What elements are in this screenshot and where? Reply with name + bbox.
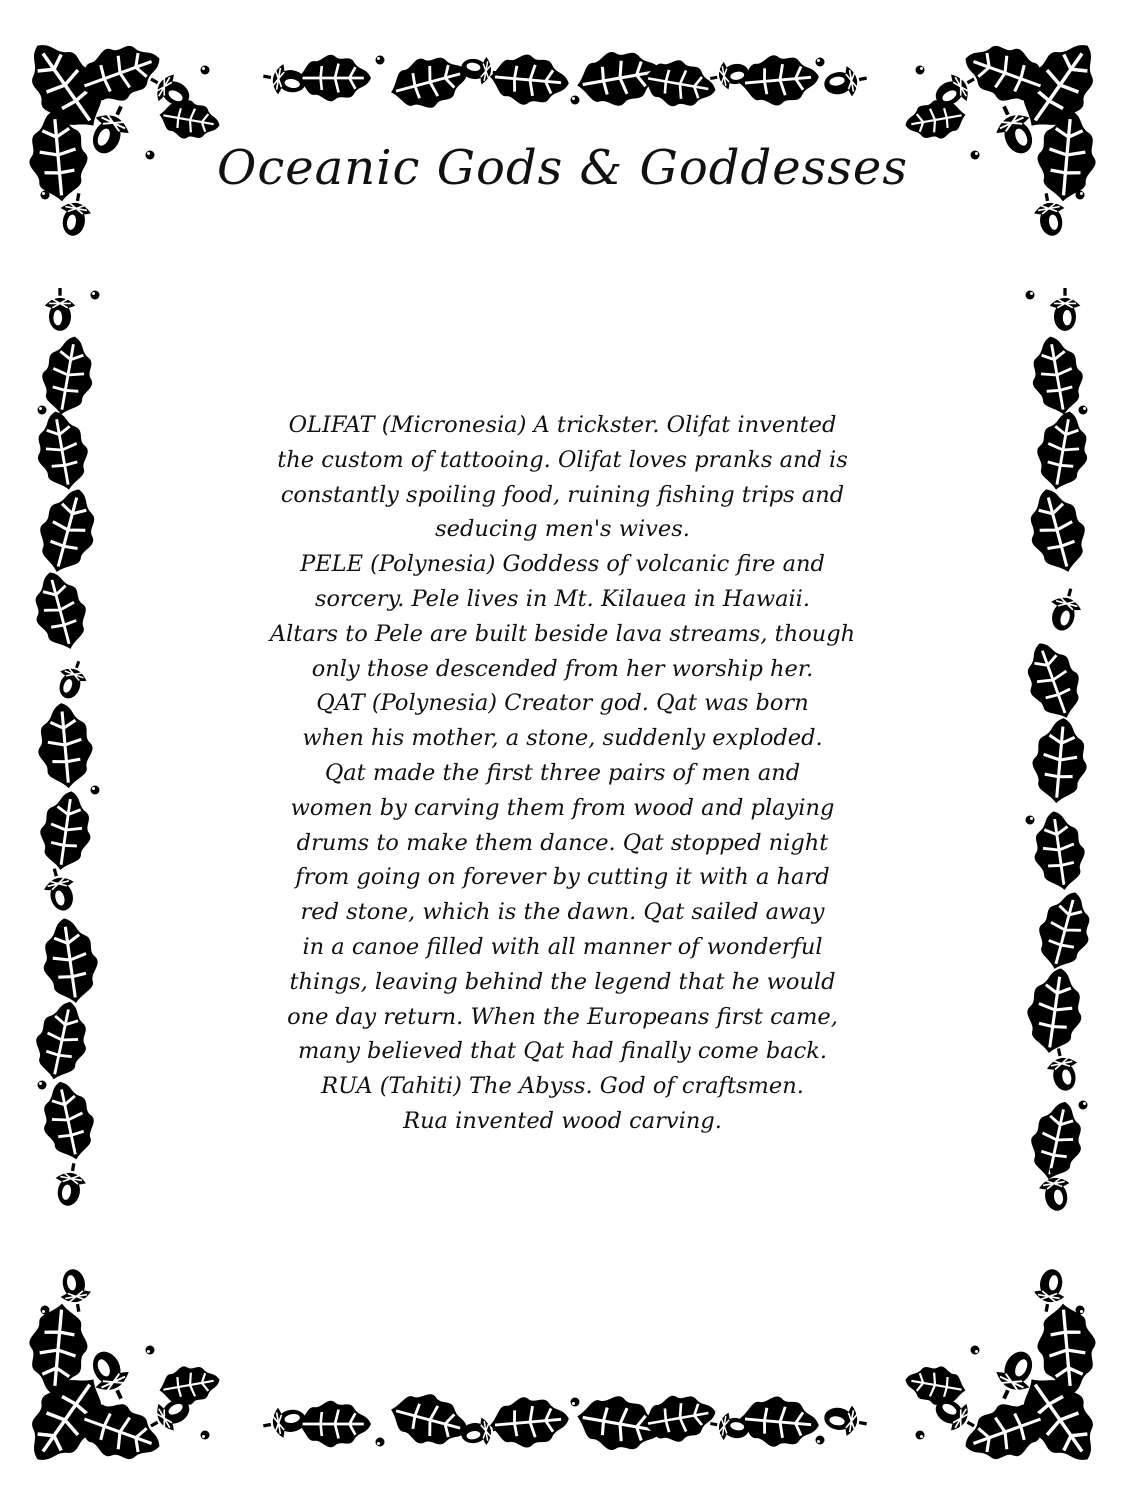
- text-line: when his mother, a stone, suddenly exploded.: [302, 725, 823, 752]
- text-line: red stone, which is the dawn. Qat sailed away: [300, 899, 825, 926]
- text-line: PELE (Polynesia) Goddess of volcanic fire and: [300, 551, 825, 578]
- text-line: OLIFAT (Micronesia) A trickster. Olifat invented: [288, 412, 837, 438]
- text-line: seducing men's wives.: [435, 516, 690, 543]
- text-line: Qat made the first three pairs of men and: [324, 759, 801, 786]
- text-line: constantly spoiling food, ruining fishing trips and: [280, 481, 845, 508]
- page-title: Oceanic Gods & Goddesses: [217, 140, 908, 196]
- text-line: QAT (Polynesia) Creator god. Qat was born: [316, 690, 809, 717]
- body-text: [180, 408, 945, 1139]
- text-line: in a canoe filled with all manner of wonderful: [302, 933, 823, 960]
- text-line: Altars to Pele are built beside lava streams, though: [269, 620, 856, 647]
- text-line: many believed that Qat had finally come back.: [297, 1038, 828, 1065]
- text-line: women by carving them from wood and playing: [290, 794, 835, 821]
- text-line: sorcery. Pele lives in Mt. Kilauea in Hawaii.: [314, 585, 811, 612]
- text-line: from going on forever by cutting it with a hard: [295, 864, 830, 891]
- text-line: RUA (Tahiti) The Abyss. God of craftsmen.: [321, 1073, 804, 1100]
- text-line: drums to make them dance. Qat stopped night: [296, 829, 829, 856]
- text-line: one day return. When the Europeans first came,: [287, 1003, 838, 1030]
- text-line: the custom of tattooing. Olifat loves pranks and is: [277, 446, 848, 473]
- text-line: things, leaving behind the legend that he would: [289, 968, 836, 995]
- text-line: only those descended from her worship her.: [311, 655, 814, 682]
- text-line: Rua invented wood carving.: [403, 1107, 722, 1134]
